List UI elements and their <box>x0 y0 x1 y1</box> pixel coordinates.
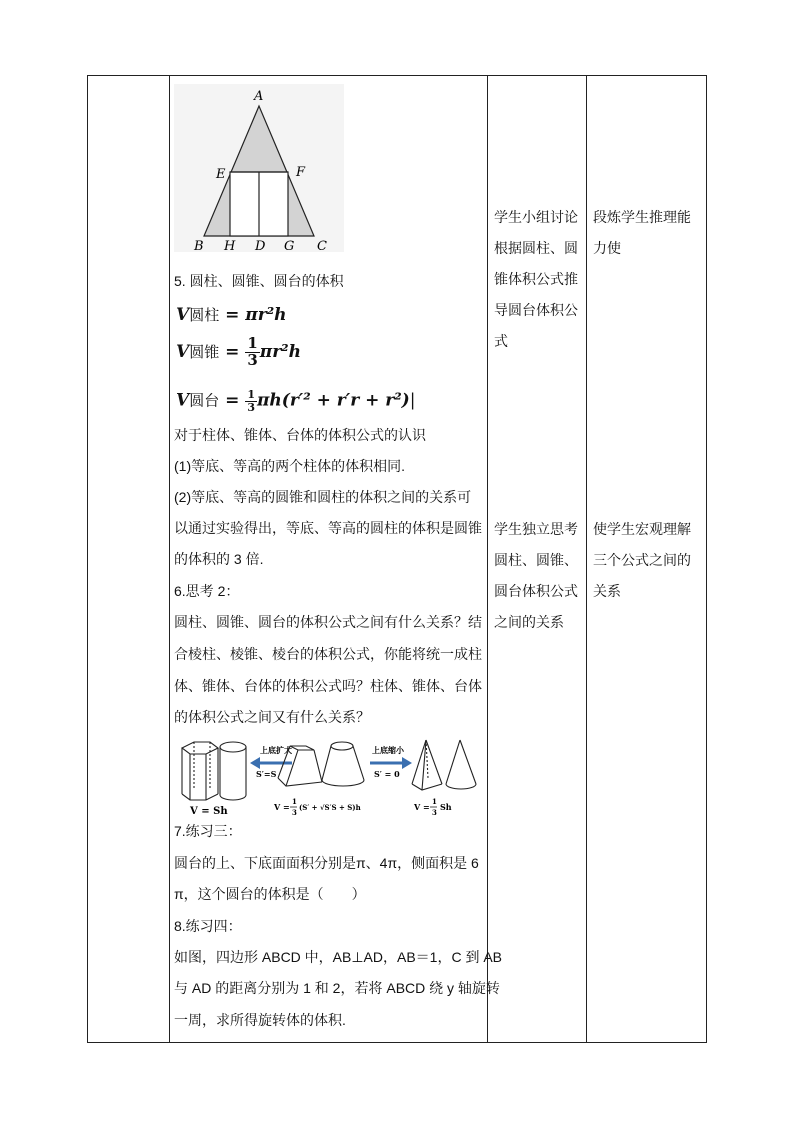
pyramid-shape <box>412 740 442 790</box>
student-activity-1: 学生小组讨论 根据圆柱、圆 锥体积公式推 导圆台体积公 式 <box>494 209 578 349</box>
arrow-left-label: 上底扩大 <box>260 745 292 755</box>
formula-cone: V圆锥 = $\frac{1}{3}$ πr²h <box>176 334 301 369</box>
design-intent-column <box>587 76 707 1042</box>
formula-cylinder: V圆柱 = πr²h <box>176 305 287 325</box>
formula-cone-pre: V = <box>414 802 430 812</box>
section5-heading: 5. 圆柱、圆锥、圆台的体积 <box>174 273 344 289</box>
formula-frustum-den: 3 <box>292 808 297 817</box>
section8-line1: 如图，四边形 ABCD 中，AB⊥AD，AB＝1，C 到 AB <box>174 949 503 965</box>
label-e: E <box>216 167 226 182</box>
understanding-p2-line3: 的体积的 3 倍. <box>174 551 264 567</box>
section8-line3: 一周，求所得旋转体的体积. <box>174 1012 346 1028</box>
formula-frustum-post: (S′ + √S′S + S)h <box>299 803 361 812</box>
cylinder-shape <box>220 742 246 800</box>
label-b: B <box>194 239 204 252</box>
formula-cone-num: 1 <box>432 797 437 806</box>
lesson-table <box>87 75 707 1043</box>
section6-line3: 体、锥体、台体的体积公式吗？柱体、锥体、台体 <box>174 678 482 694</box>
student-activity-2: 学生独立思考 圆柱、圆锥、 圆台体积公式 之间的关系 <box>494 521 578 630</box>
label-f: F <box>296 165 306 180</box>
formula-prism: V = Sh <box>190 806 228 817</box>
label-c: C <box>317 239 327 252</box>
formula-cone-den: 3 <box>432 808 437 817</box>
formula-frustum-num: 1 <box>292 797 297 806</box>
student-activity-column <box>488 76 586 1042</box>
arrow-right-cond: S′ = 0 <box>374 769 400 779</box>
arrow-left-cond: S′=S <box>256 769 277 779</box>
intent-2: 使学生宏观理解 三个公式之间的 关系 <box>593 521 691 599</box>
understanding-title: 对于柱体、锥体、台体的体积公式的认识 <box>174 427 426 443</box>
formula-frustum-pre: V = <box>274 802 290 812</box>
cone-frustum-shape <box>322 742 364 786</box>
label-g: G <box>284 239 295 252</box>
understanding-p2-line1: (2)等底、等高的圆锥和圆柱的体积之间的关系可 <box>174 489 472 505</box>
intent-1: 段炼学生推理能 力使 <box>593 209 691 256</box>
prism-shape <box>182 742 218 800</box>
arrow-shrink-icon <box>370 757 412 769</box>
cone-shape <box>446 740 476 789</box>
understanding-p2-line2: 以通过实验得出，等底、等高的圆柱的体积是圆锥 <box>174 520 482 536</box>
solids-figure <box>174 738 484 820</box>
content-column <box>170 76 503 1042</box>
formula-frustum: V圆台 = $\frac{1}{3}$ πh(r′² + r′r + r²)| <box>176 388 416 414</box>
section6-line2: 合棱柱、棱锥、棱台的体积公式，你能将统一成柱 <box>174 646 482 662</box>
label-d: D <box>255 239 266 252</box>
section8-heading: 8.练习四： <box>174 918 242 934</box>
arrow-right-label: 上底缩小 <box>372 745 404 755</box>
section7-heading: 7.练习三： <box>174 823 242 839</box>
section6-line1: 圆柱、圆锥、圆台的体积公式之间有什么关系？结 <box>174 614 482 630</box>
label-a: A <box>254 89 264 104</box>
understanding-p1: (1)等底、等高的两个柱体的体积相同. <box>174 458 405 474</box>
section6-line4: 的体积公式之间又有什么关系？ <box>174 709 370 725</box>
label-h: H <box>224 239 236 252</box>
formula-cone-post: Sh <box>440 802 452 812</box>
section7-line2: π，这个圆台的体积是（ ） <box>174 886 366 902</box>
section8-line2: 与 AD 的距离分别为 1 和 2，若将 ABCD 绕 y 轴旋转 <box>174 980 500 996</box>
section7-line1: 圆台的上、下底面面积分别是π、4π，侧面积是 6 <box>174 855 479 871</box>
triangle-figure <box>174 84 344 252</box>
section6-heading: 6.思考 2： <box>174 583 240 599</box>
